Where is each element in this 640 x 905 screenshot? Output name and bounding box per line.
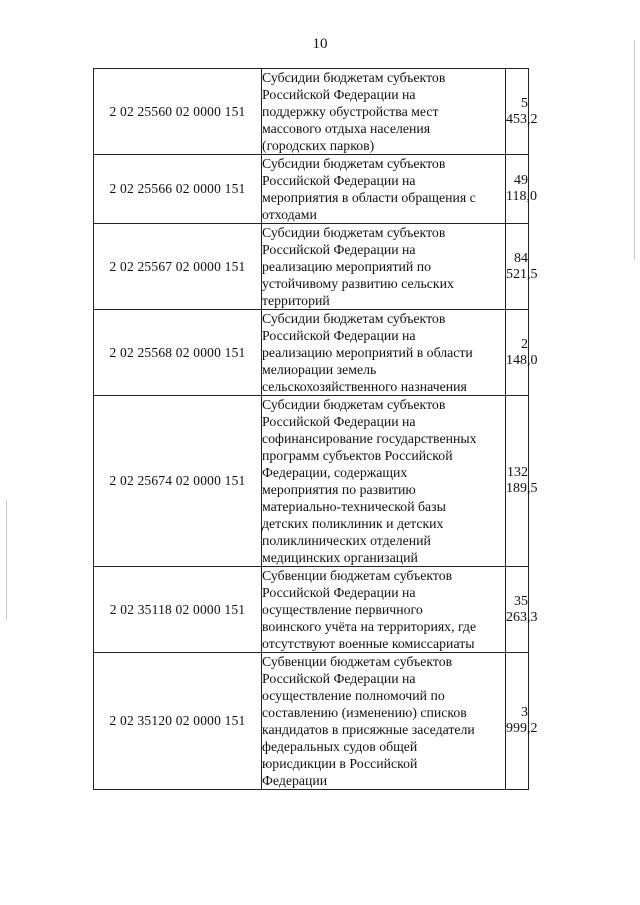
description-line: реализацию мероприятий по bbox=[262, 259, 431, 274]
scan-edge-mark-left bbox=[6, 500, 7, 620]
page-number: 10 bbox=[312, 36, 328, 52]
table-row bbox=[94, 653, 529, 790]
description-line: поликлинических отделений bbox=[262, 533, 431, 548]
table-row bbox=[94, 224, 529, 310]
table-row bbox=[94, 310, 529, 396]
description-line: реализацию мероприятий в области bbox=[262, 345, 473, 360]
amount-cell: 132 189,5 bbox=[506, 396, 529, 567]
description-line: Субсидии бюджетам субъектов bbox=[262, 225, 446, 240]
description-line: Российской Федерации на bbox=[262, 328, 416, 343]
description-line: Федерации, содержащих bbox=[262, 465, 408, 480]
description-line: Российской Федерации на bbox=[262, 671, 416, 686]
description-line: массового отдыха населения bbox=[262, 121, 431, 136]
description-line: медицинских организаций bbox=[262, 550, 418, 565]
description-line: Российской Федерации на bbox=[262, 414, 416, 429]
description-line: Субвенции бюджетам субъектов bbox=[262, 654, 453, 669]
description-line: софинансирование государственных bbox=[262, 431, 477, 446]
description-line: территорий bbox=[262, 293, 330, 308]
description-line: отсутствуют военные комиссариаты bbox=[262, 636, 475, 651]
description-line: материально-технической базы bbox=[262, 499, 446, 514]
description-line: программ субъектов Российской bbox=[262, 448, 453, 463]
description-line: кандидатов в присяжные заседатели bbox=[262, 722, 475, 737]
description-line: мероприятия по развитию bbox=[262, 482, 416, 497]
description-line: Российской Федерации на bbox=[262, 585, 416, 600]
amount-cell: 84 521,5 bbox=[506, 224, 529, 310]
description-line: (городских парков) bbox=[262, 138, 375, 153]
description-cell bbox=[262, 567, 506, 653]
amount-cell: 35 263,3 bbox=[506, 567, 529, 653]
description-line: отходами bbox=[262, 207, 317, 222]
description-line: Российской Федерации на bbox=[262, 242, 416, 257]
description-line: детских поликлиник и детских bbox=[262, 516, 444, 531]
description-line: Субсидии бюджетам субъектов bbox=[262, 311, 446, 326]
scan-edge-mark-right bbox=[634, 40, 635, 260]
table-row bbox=[94, 567, 529, 653]
table-row bbox=[94, 396, 529, 567]
description-line: юрисдикции в Российской bbox=[262, 756, 418, 771]
description-line: Субсидии бюджетам субъектов bbox=[262, 397, 446, 412]
description-line: поддержку обустройства мест bbox=[262, 104, 439, 119]
budget-table bbox=[93, 68, 538, 790]
description-line: устойчивому развитию сельских bbox=[262, 276, 454, 291]
amount-cell: 5 453,2 bbox=[506, 69, 529, 155]
description-line: составлению (изменению) списков bbox=[262, 705, 467, 720]
description-line: осуществление полномочий по bbox=[262, 688, 445, 703]
description-line: Субсидии бюджетам субъектов bbox=[262, 70, 446, 85]
table-row bbox=[94, 69, 529, 155]
amount-cell: 2 148,0 bbox=[506, 310, 529, 396]
budget-code-cell: 2 02 35120 02 0000 151 bbox=[94, 653, 262, 790]
description-cell bbox=[262, 224, 506, 310]
table-row bbox=[94, 155, 529, 224]
description-cell bbox=[262, 396, 506, 567]
budget-code-cell: 2 02 25568 02 0000 151 bbox=[94, 310, 262, 396]
budget-code-cell: 2 02 25674 02 0000 151 bbox=[94, 396, 262, 567]
budget-code-cell: 2 02 25566 02 0000 151 bbox=[94, 155, 262, 224]
description-line: Субсидии бюджетам субъектов bbox=[262, 156, 446, 171]
description-cell bbox=[262, 310, 506, 396]
description-cell bbox=[262, 653, 506, 790]
budget-code-cell: 2 02 25567 02 0000 151 bbox=[94, 224, 262, 310]
budget-code-cell: 2 02 25560 02 0000 151 bbox=[94, 69, 262, 155]
description-cell bbox=[262, 155, 506, 224]
budget-table-body bbox=[94, 69, 538, 790]
amount-cell: 3 999,2 bbox=[506, 653, 529, 790]
description-line: Субвенции бюджетам субъектов bbox=[262, 568, 453, 583]
budget-code-cell: 2 02 35118 02 0000 151 bbox=[94, 567, 262, 653]
description-line: мелиорации земель bbox=[262, 362, 377, 377]
description-line: федеральных судов общей bbox=[262, 739, 418, 754]
description-cell bbox=[262, 69, 506, 155]
description-line: мероприятия в области обращения с bbox=[262, 190, 476, 205]
description-line: Федерации bbox=[262, 773, 328, 788]
amount-cell: 49 118,0 bbox=[506, 155, 529, 224]
description-line: сельскохозяйственного назначения bbox=[262, 379, 467, 394]
description-line: Российской Федерации на bbox=[262, 173, 416, 188]
description-line: воинского учёта на территориях, где bbox=[262, 619, 477, 634]
description-line: Российской Федерации на bbox=[262, 87, 416, 102]
description-line: осуществление первичного bbox=[262, 602, 423, 617]
